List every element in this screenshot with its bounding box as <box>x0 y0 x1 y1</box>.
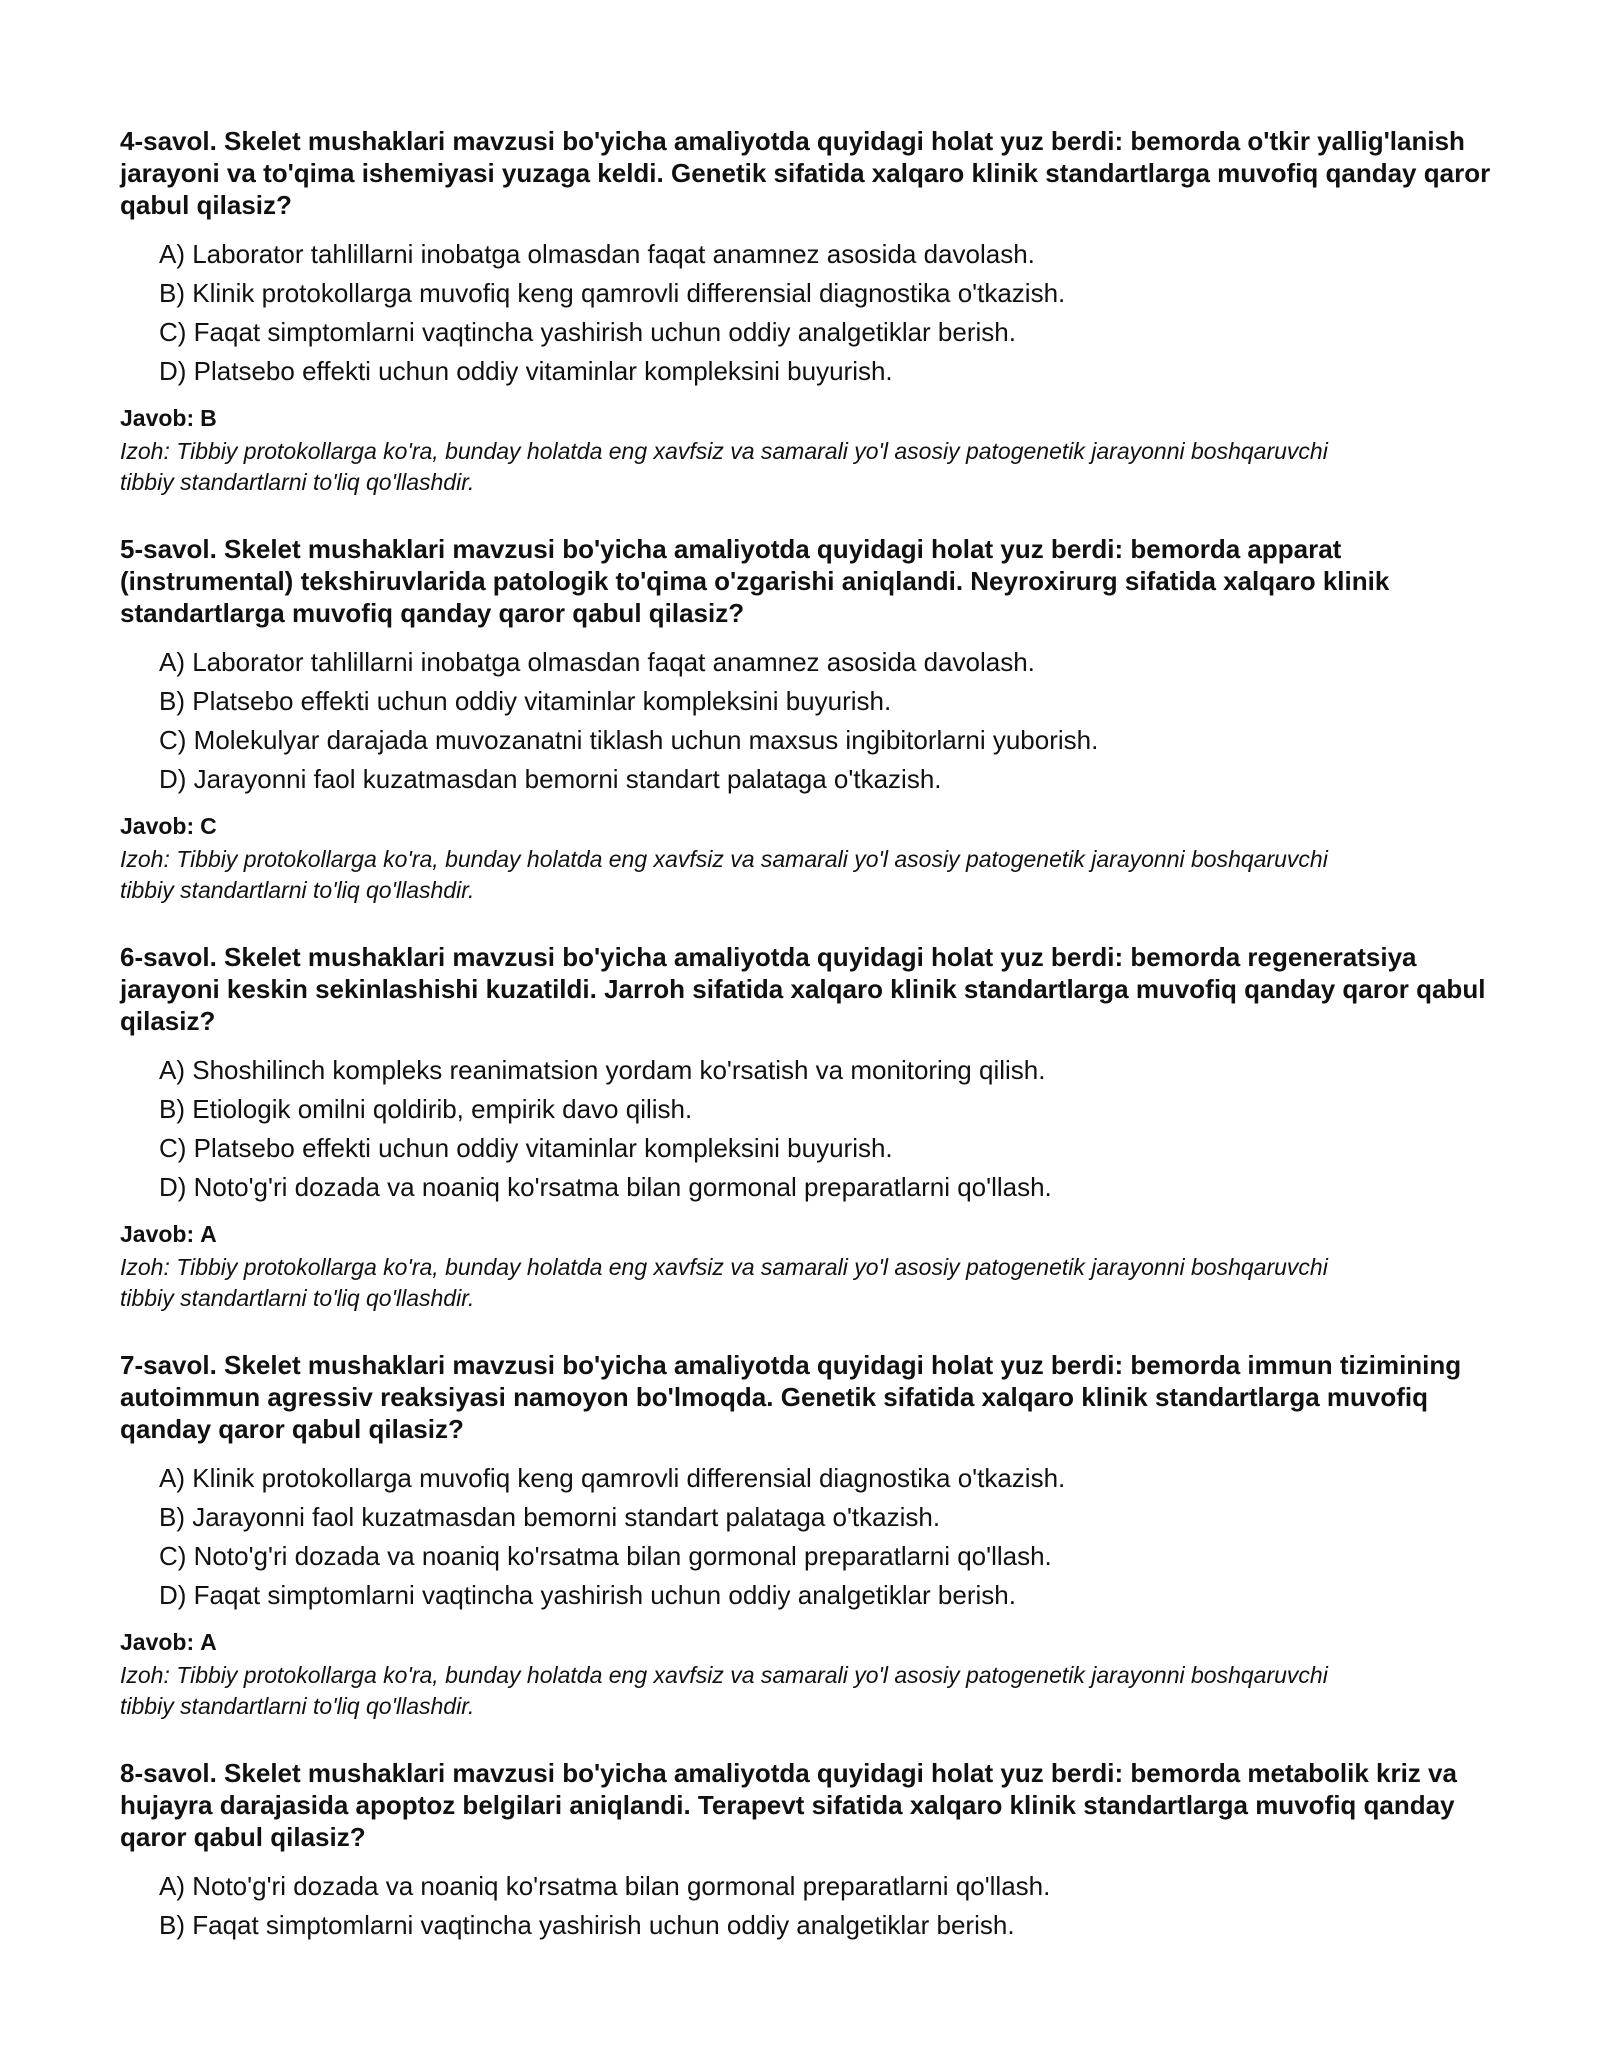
option-b: B) Jarayonni faol kuzatmasdan bemorni standart palataga o'tkazish. <box>159 1502 941 1532</box>
question-title: 5-savol. Skelet mushaklari mavzusi bo'yicha amaliyotda quyidagi holat yuz berdi: bemorda apparat (instrumental) tekshiruvlarida patologik to'qima o'zgarishi aniqlandi. Neyroxirurg sifatida xalqaro klinik standartlarga muvofiq qanday qaror qabul qilasiz? <box>120 534 1390 628</box>
option-a: A) Laborator tahlillarni inobatga olmasdan faqat anamnez asosida davolash. <box>159 647 1035 677</box>
answer-label: Javob: <box>120 1629 195 1655</box>
question-title: 4-savol. Skelet mushaklari mavzusi bo'yicha amaliyotda quyidagi holat yuz berdi: bemorda o'tkir yallig'lanish jarayoni va to'qima ishemiyasi yuzaga keldi. Genetik sifatida xalqaro klinik standartlarga muvofiq qanday qaror qabul qilasiz? <box>120 126 1491 220</box>
option-c: C) Faqat simptomlarni vaqtincha yashirish uchun oddiy analgetiklar berish. <box>159 317 1016 347</box>
answer-value: C <box>200 813 217 839</box>
option-c: C) Molekulyar darajada muvozanatni tiklash uchun maxsus ingibitorlarni yuborish. <box>159 725 1099 755</box>
option-c: C) Platsebo effekti uchun oddiy vitaminlar kompleksini buyurish. <box>159 1133 893 1163</box>
answer-label: Javob: <box>120 405 195 431</box>
question-title: 6-savol. Skelet mushaklari mavzusi bo'yicha amaliyotda quyidagi holat yuz berdi: bemorda regeneratsiya jarayoni keskin sekinlashishi kuzatildi. Jarroh sifatida xalqaro klinik standartlarga muvofiq qanday qaror qabul qilasiz? <box>120 942 1486 1036</box>
answer-value: B <box>200 405 217 431</box>
answer-options <box>120 1459 1500 1615</box>
answer-label: Javob: <box>120 1221 195 1247</box>
option-b: B) Etiologik omilni qoldirib, empirik davo qilish. <box>159 1094 693 1124</box>
answer-line <box>120 1219 1500 1249</box>
question-block <box>120 1757 1500 1945</box>
option-c: C) Noto'g'ri dozada va noaniq ko'rsatma bilan gormonal preparatlarni qo'llash. <box>159 1541 1052 1571</box>
explanation-text: Izoh: Tibbiy protokollarga ko'ra, bunday holatda eng xavfsiz va samarali yo'l asosiy patogenetik jarayonni boshqaruvchi tibbiy standartlarni to'liq qo'llashdir. <box>120 1254 1328 1311</box>
answer-options <box>120 235 1500 391</box>
question-block <box>120 1349 1500 1722</box>
option-b: B) Faqat simptomlarni vaqtincha yashirish uchun oddiy analgetiklar berish. <box>159 1910 1015 1940</box>
option-d: D) Noto'g'ri dozada va noaniq ko'rsatma bilan gormonal preparatlarni qo'llash. <box>159 1172 1052 1202</box>
option-d: D) Faqat simptomlarni vaqtincha yashirish uchun oddiy analgetiklar berish. <box>159 1580 1016 1610</box>
answer-value: A <box>200 1629 217 1655</box>
question-title: 7-savol. Skelet mushaklari mavzusi bo'yicha amaliyotda quyidagi holat yuz berdi: bemorda immun tizimining autoimmun agressiv reaksiyasi namoyon bo'lmoqda. Genetik sifatida xalqaro klinik standartlarga muvofiq qanday qaror qabul qilasiz? <box>120 1350 1462 1444</box>
question-block <box>120 125 1500 498</box>
option-b: B) Klinik protokollarga muvofiq keng qamrovli differensial diagnostika o'tkazish. <box>159 278 1066 308</box>
explanation-text: Izoh: Tibbiy protokollarga ko'ra, bunday holatda eng xavfsiz va samarali yo'l asosiy patogenetik jarayonni boshqaruvchi tibbiy standartlarni to'liq qo'llashdir. <box>120 846 1328 903</box>
option-a: A) Noto'g'ri dozada va noaniq ko'rsatma bilan gormonal preparatlarni qo'llash. <box>159 1871 1051 1901</box>
question-block <box>120 533 1500 906</box>
question-block <box>120 941 1500 1314</box>
question-title: 8-savol. Skelet mushaklari mavzusi bo'yicha amaliyotda quyidagi holat yuz berdi: bemorda metabolik kriz va hujayra darajasida apoptoz belgilari aniqlandi. Terapevt sifatida xalqaro klinik standartlarga muvofiq qanday qaror qabul qilasiz? <box>120 1758 1457 1852</box>
explanation-text: Izoh: Tibbiy protokollarga ko'ra, bunday holatda eng xavfsiz va samarali yo'l asosiy patogenetik jarayonni boshqaruvchi tibbiy standartlarni to'liq qo'llashdir. <box>120 1662 1328 1719</box>
answer-value: A <box>200 1221 217 1247</box>
answer-options <box>120 1051 1500 1207</box>
explanation-text: Izoh: Tibbiy protokollarga ko'ra, bunday holatda eng xavfsiz va samarali yo'l asosiy patogenetik jarayonni boshqaruvchi tibbiy standartlarni to'liq qo'llashdir. <box>120 438 1328 495</box>
option-a: A) Laborator tahlillarni inobatga olmasdan faqat anamnez asosida davolash. <box>159 239 1035 269</box>
option-a: A) Klinik protokollarga muvofiq keng qamrovli differensial diagnostika o'tkazish. <box>159 1463 1066 1493</box>
answer-options <box>120 643 1500 799</box>
answer-line <box>120 811 1500 841</box>
answer-line <box>120 403 1500 433</box>
answer-line <box>120 1627 1500 1657</box>
option-d: D) Platsebo effekti uchun oddiy vitaminlar kompleksini buyurish. <box>159 356 893 386</box>
answer-options <box>120 1867 1500 1945</box>
option-b: B) Platsebo effekti uchun oddiy vitaminlar kompleksini buyurish. <box>159 686 892 716</box>
option-d: D) Jarayonni faol kuzatmasdan bemorni standart palataga o'tkazish. <box>159 764 942 794</box>
option-a: A) Shoshilinch kompleks reanimatsion yordam ko'rsatish va monitoring qilish. <box>159 1055 1046 1085</box>
answer-label: Javob: <box>120 813 195 839</box>
